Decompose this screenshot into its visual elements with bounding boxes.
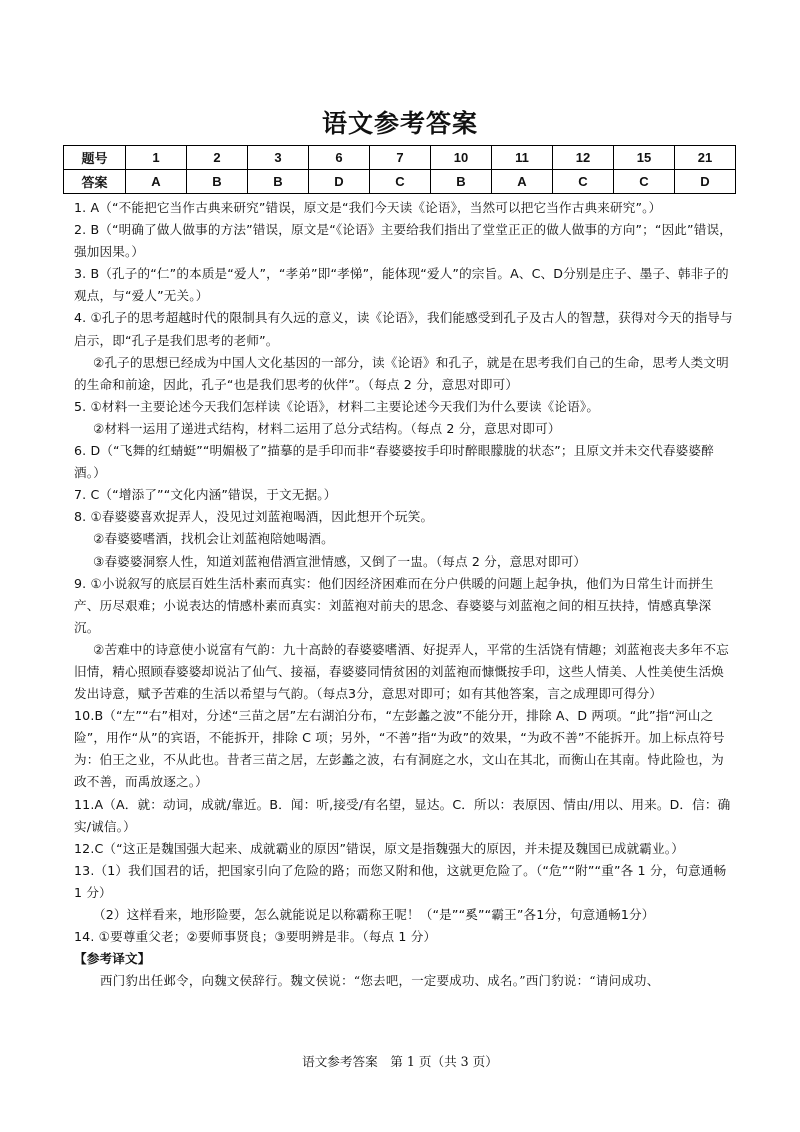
- row-header-answer: 答案: [64, 170, 126, 194]
- table-cell: 6: [309, 146, 370, 170]
- answer-q6: 6. D（“飞舞的红蜻蜓”“明媚极了”描摹的是手印而非“春婆婆按手印时醉眼朦胧的状态”；且原文并未交代春婆婆醉酒。）: [74, 443, 714, 481]
- table-cell: A: [492, 170, 553, 194]
- answer-q7: 7. C（“增添了”“文化内涵”错误，于文无据。）: [74, 487, 337, 503]
- answer-q2: 2. B（“明确了做人做事的方法”错误，原文是“《论语》主要给我们指出了堂堂正正的做人做事的方向”；“因此”错误，强加因果。）: [74, 222, 732, 260]
- answer-q14: 14. ①要尊重父老；②要师事贤良；③要明辨是非。（每点 1 分）: [74, 929, 437, 945]
- page-footer: 语文参考答案 第 1 页（共 3 页）: [302, 1054, 498, 1069]
- translation-text: 西门豹出任邺令，向魏文侯辞行。魏文侯说：“您去吧，一定要成功、成名。”西门豹说：“请问成功、: [100, 973, 660, 989]
- answer-explanations: [74, 197, 736, 992]
- table-cell: D: [675, 170, 736, 194]
- answer-q5-point1: 5. ①材料一主要论述今天我们怎样读《论语》，材料二主要论述今天我们为什么要读《论语》。: [74, 398, 600, 414]
- table-cell: A: [126, 170, 187, 194]
- translation-heading: 【参考译文】: [74, 951, 151, 967]
- page-title: 语文参考答案: [321, 109, 478, 138]
- table-cell: C: [614, 170, 675, 194]
- answer-row: [64, 170, 736, 194]
- table-cell: 11: [492, 146, 553, 170]
- table-cell: B: [248, 170, 309, 194]
- table-cell: 15: [614, 146, 675, 170]
- table-cell: 1: [126, 146, 187, 170]
- answer-q8-point3: ③春婆婆洞察人性，知道刘蓝袍借酒宣泄情感，又倒了一盅。（每点 2 分，意思对即可）: [93, 553, 587, 569]
- row-header-question: 题号: [64, 146, 126, 170]
- answer-q12: 12.C（“这正是魏国强大起来、成就霸业的原因”错误，原文是指魏强大的原因，并未提及魏国已成就霸业。）: [74, 840, 684, 856]
- answer-q4-point2: ②孔子的思想已经成为中国人文化基因的一部分，读《论语》和孔子，就是在思考我们自己的生命，思考人类文明的生命和前途，因此，孔子“也是我们思考的伙伴”。（每点 2 分，意思对即可）: [74, 354, 729, 392]
- table-cell: C: [553, 170, 614, 194]
- table-cell: 21: [675, 146, 736, 170]
- question-number-row: [64, 146, 736, 170]
- answer-q3: 3. B（孔子的“仁”的本质是“爱人”，“孝弟”即“孝悌”，能体现“爱人”的宗旨。A、C、D分别是庄子、墨子、韩非子的观点，与“爱人”无关。）: [74, 266, 729, 304]
- answer-q4-point1: 4. ①孔子的思考超越时代的限制具有久远的意义，读《论语》，我们能感受到孔子及古人的智慧，获得对今天的指导与启示，即“孔子是我们思考的老师”。: [74, 310, 733, 348]
- table-cell: C: [370, 170, 431, 194]
- table-cell: 2: [187, 146, 248, 170]
- table-cell: D: [309, 170, 370, 194]
- answer-q9-point2: ②苦难中的诗意使小说富有气韵：九十高龄的春婆婆嗜酒、好捉弄人，平常的生活饶有情趣；刘蓝袍丧夫多年不忘旧情，精心照顾春婆婆却说沾了仙气、接福，春婆婆同情贫困的刘蓝袍而慷慨按手印，这些人情美、人性美使生活焕发出诗意，赋予苦难的生活以希望与气韵。（每点3分，意思对即可；如有其他答案，言之成理即可得分）: [74, 641, 729, 702]
- answer-q8-point2: ②春婆婆嗜酒，找机会让刘蓝袍陪她喝酒。: [93, 531, 334, 547]
- answer-table: [63, 145, 736, 194]
- answer-q13-part2: （2）这样看来，地形险要，怎么就能说足以称霸称王呢！（“是”“奚”“霸王”各1分，句意通畅1分）: [93, 907, 655, 922]
- answer-q13-part1: 13.（1）我们国君的话，把国家引向了危险的路；而您又附和他，这就更危险了。（“危”“附”“重”各 1 分，句意通畅 1 分）: [74, 862, 727, 900]
- table-cell: 7: [370, 146, 431, 170]
- table-cell: 3: [248, 146, 309, 170]
- answer-q10: 10.B（“左”“右”相对，分述“三苗之居”左右湖泊分布，“左彭蠡之波”不能分开，排除 A、D 两项。“此”指“河山之险”，用作“从”的宾语，不能拆开，排除 C 项；另外，“不善”指“为政”的效果，“为政不善”不能拆开。加上标点符号为：伯王之业，不从此也。昔者三苗之居，左彭蠡之波，右有洞庭之水，文山在其北，而衡山在其南。恃此险也，为政不善，而禹放逐之。）: [74, 708, 725, 790]
- table-cell: B: [187, 170, 248, 194]
- answer-q9-point1: 9. ①小说叙写的底层百姓生活朴素而真实：他们因经济困难而在分户供暖的问题上起争执，他们为日常生计而拼生产、历尽艰难；小说表达的情感朴素而真实：刘蓝袍对前夫的思念、春婆婆与刘蓝袍之间的相互扶持，情感真挚深沉。: [74, 575, 714, 635]
- answer-q8-point1: 8. ①春婆婆喜欢捉弄人，没见过刘蓝袍喝酒，因此想开个玩笑。: [74, 509, 434, 525]
- answer-q5-point2: ②材料一运用了递进式结构，材料二运用了总分式结构。（每点 2 分，意思对即可）: [93, 420, 561, 436]
- table-cell: B: [431, 170, 492, 194]
- answer-q11: 11.A（A．就：动词，成就/靠近。B．闻：听,接受/有名望，显达。C．所以：表原因、情由/用以、用来。D．信：确实/诚信。）: [74, 796, 731, 834]
- answer-q1: 1. A（“不能把它当作古典来研究”错误，原文是“我们今天读《论语》，当然可以把它当作古典来研究”。）: [74, 200, 662, 215]
- table-cell: 12: [553, 146, 614, 170]
- table-cell: 10: [431, 146, 492, 170]
